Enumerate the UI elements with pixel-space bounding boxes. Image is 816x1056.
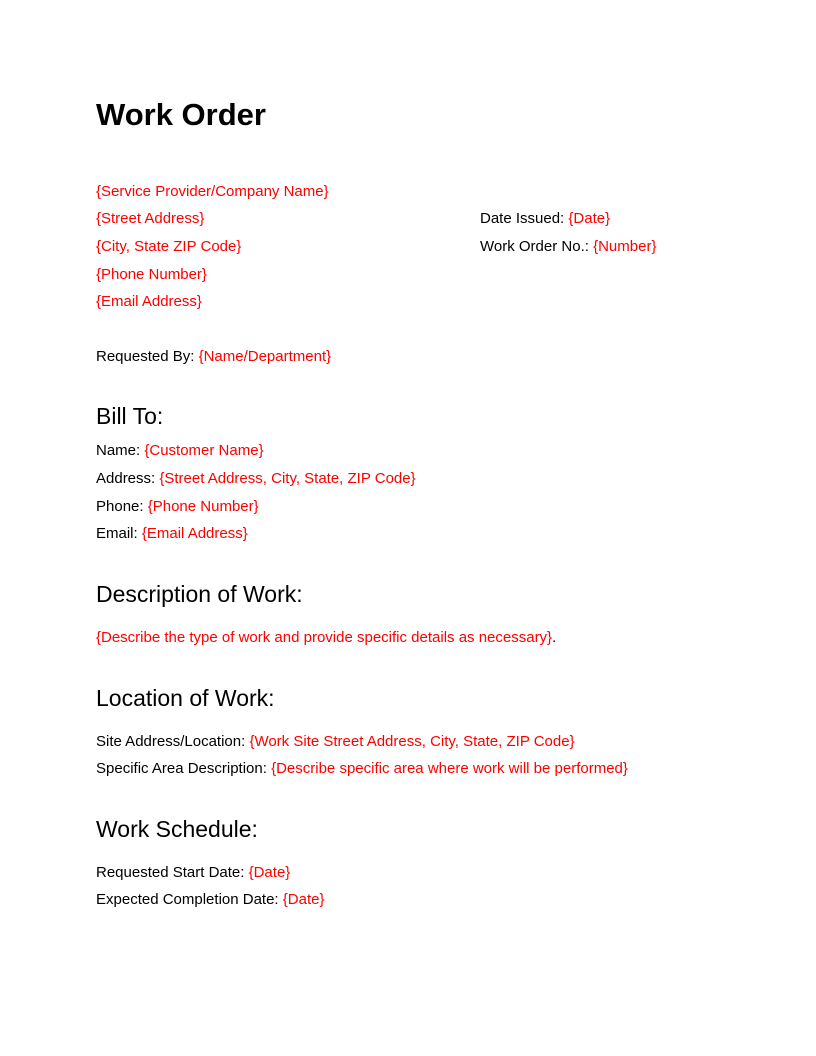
completion-date	[96, 891, 325, 909]
field-label: Name:	[96, 442, 145, 459]
field-value: {Work Site Street Address, City, State, ZIP Code}	[249, 733, 575, 750]
requested-by-value: {Name/Department}	[198, 348, 332, 365]
field-label: Expected Completion Date:	[96, 891, 283, 908]
bill-to-email	[96, 525, 248, 543]
date-issued-value: {Date}	[568, 210, 611, 227]
bill-to-address	[96, 470, 416, 488]
date-issued	[480, 210, 610, 228]
requested-by-label: Requested By:	[96, 348, 199, 365]
schedule-heading: Work Schedule:	[96, 816, 258, 842]
work-order-number-label: Work Order No.:	[480, 238, 594, 255]
field-value: {Street Address, City, State, ZIP Code}	[159, 470, 416, 487]
field-value: {Describe specific area where work will be performed}	[271, 760, 628, 777]
description-text	[96, 629, 556, 647]
site-address	[96, 733, 575, 751]
requested-by	[96, 348, 331, 366]
field-value: {Phone Number}	[147, 498, 259, 515]
start-date	[96, 864, 290, 882]
street-address: {Street Address}	[96, 210, 205, 227]
work-order-number-value: {Number}	[593, 238, 657, 255]
field-label: Requested Start Date:	[96, 864, 249, 881]
field-value: {Date}	[248, 864, 291, 881]
city-state-zip: {City, State ZIP Code}	[96, 238, 242, 255]
field-label: Site Address/Location:	[96, 733, 250, 750]
field-value: {Customer Name}	[144, 442, 264, 459]
phone-number: {Phone Number}	[96, 266, 207, 283]
company-name: {Service Provider/Company Name}	[96, 183, 329, 200]
field-value: {Email Address}	[141, 525, 248, 542]
description-heading: Description of Work:	[96, 581, 303, 607]
field-label: Phone:	[96, 498, 148, 515]
work-order-number	[480, 238, 656, 256]
location-heading: Location of Work:	[96, 685, 275, 711]
field-label: Email:	[96, 525, 142, 542]
description-suffix: .	[552, 629, 557, 646]
field-label: Specific Area Description:	[96, 760, 272, 777]
specific-area	[96, 760, 628, 778]
date-issued-label: Date Issued:	[480, 210, 569, 227]
field-value: {Date}	[282, 891, 325, 908]
page-title: Work Order	[96, 97, 266, 132]
email-address: {Email Address}	[96, 293, 202, 310]
field-label: Address:	[96, 470, 160, 487]
description-placeholder: {Describe the type of work and provide specific details as necessary}	[96, 629, 553, 646]
bill-to-name	[96, 442, 264, 460]
bill-to-heading: Bill To:	[96, 403, 164, 429]
bill-to-phone	[96, 498, 259, 516]
